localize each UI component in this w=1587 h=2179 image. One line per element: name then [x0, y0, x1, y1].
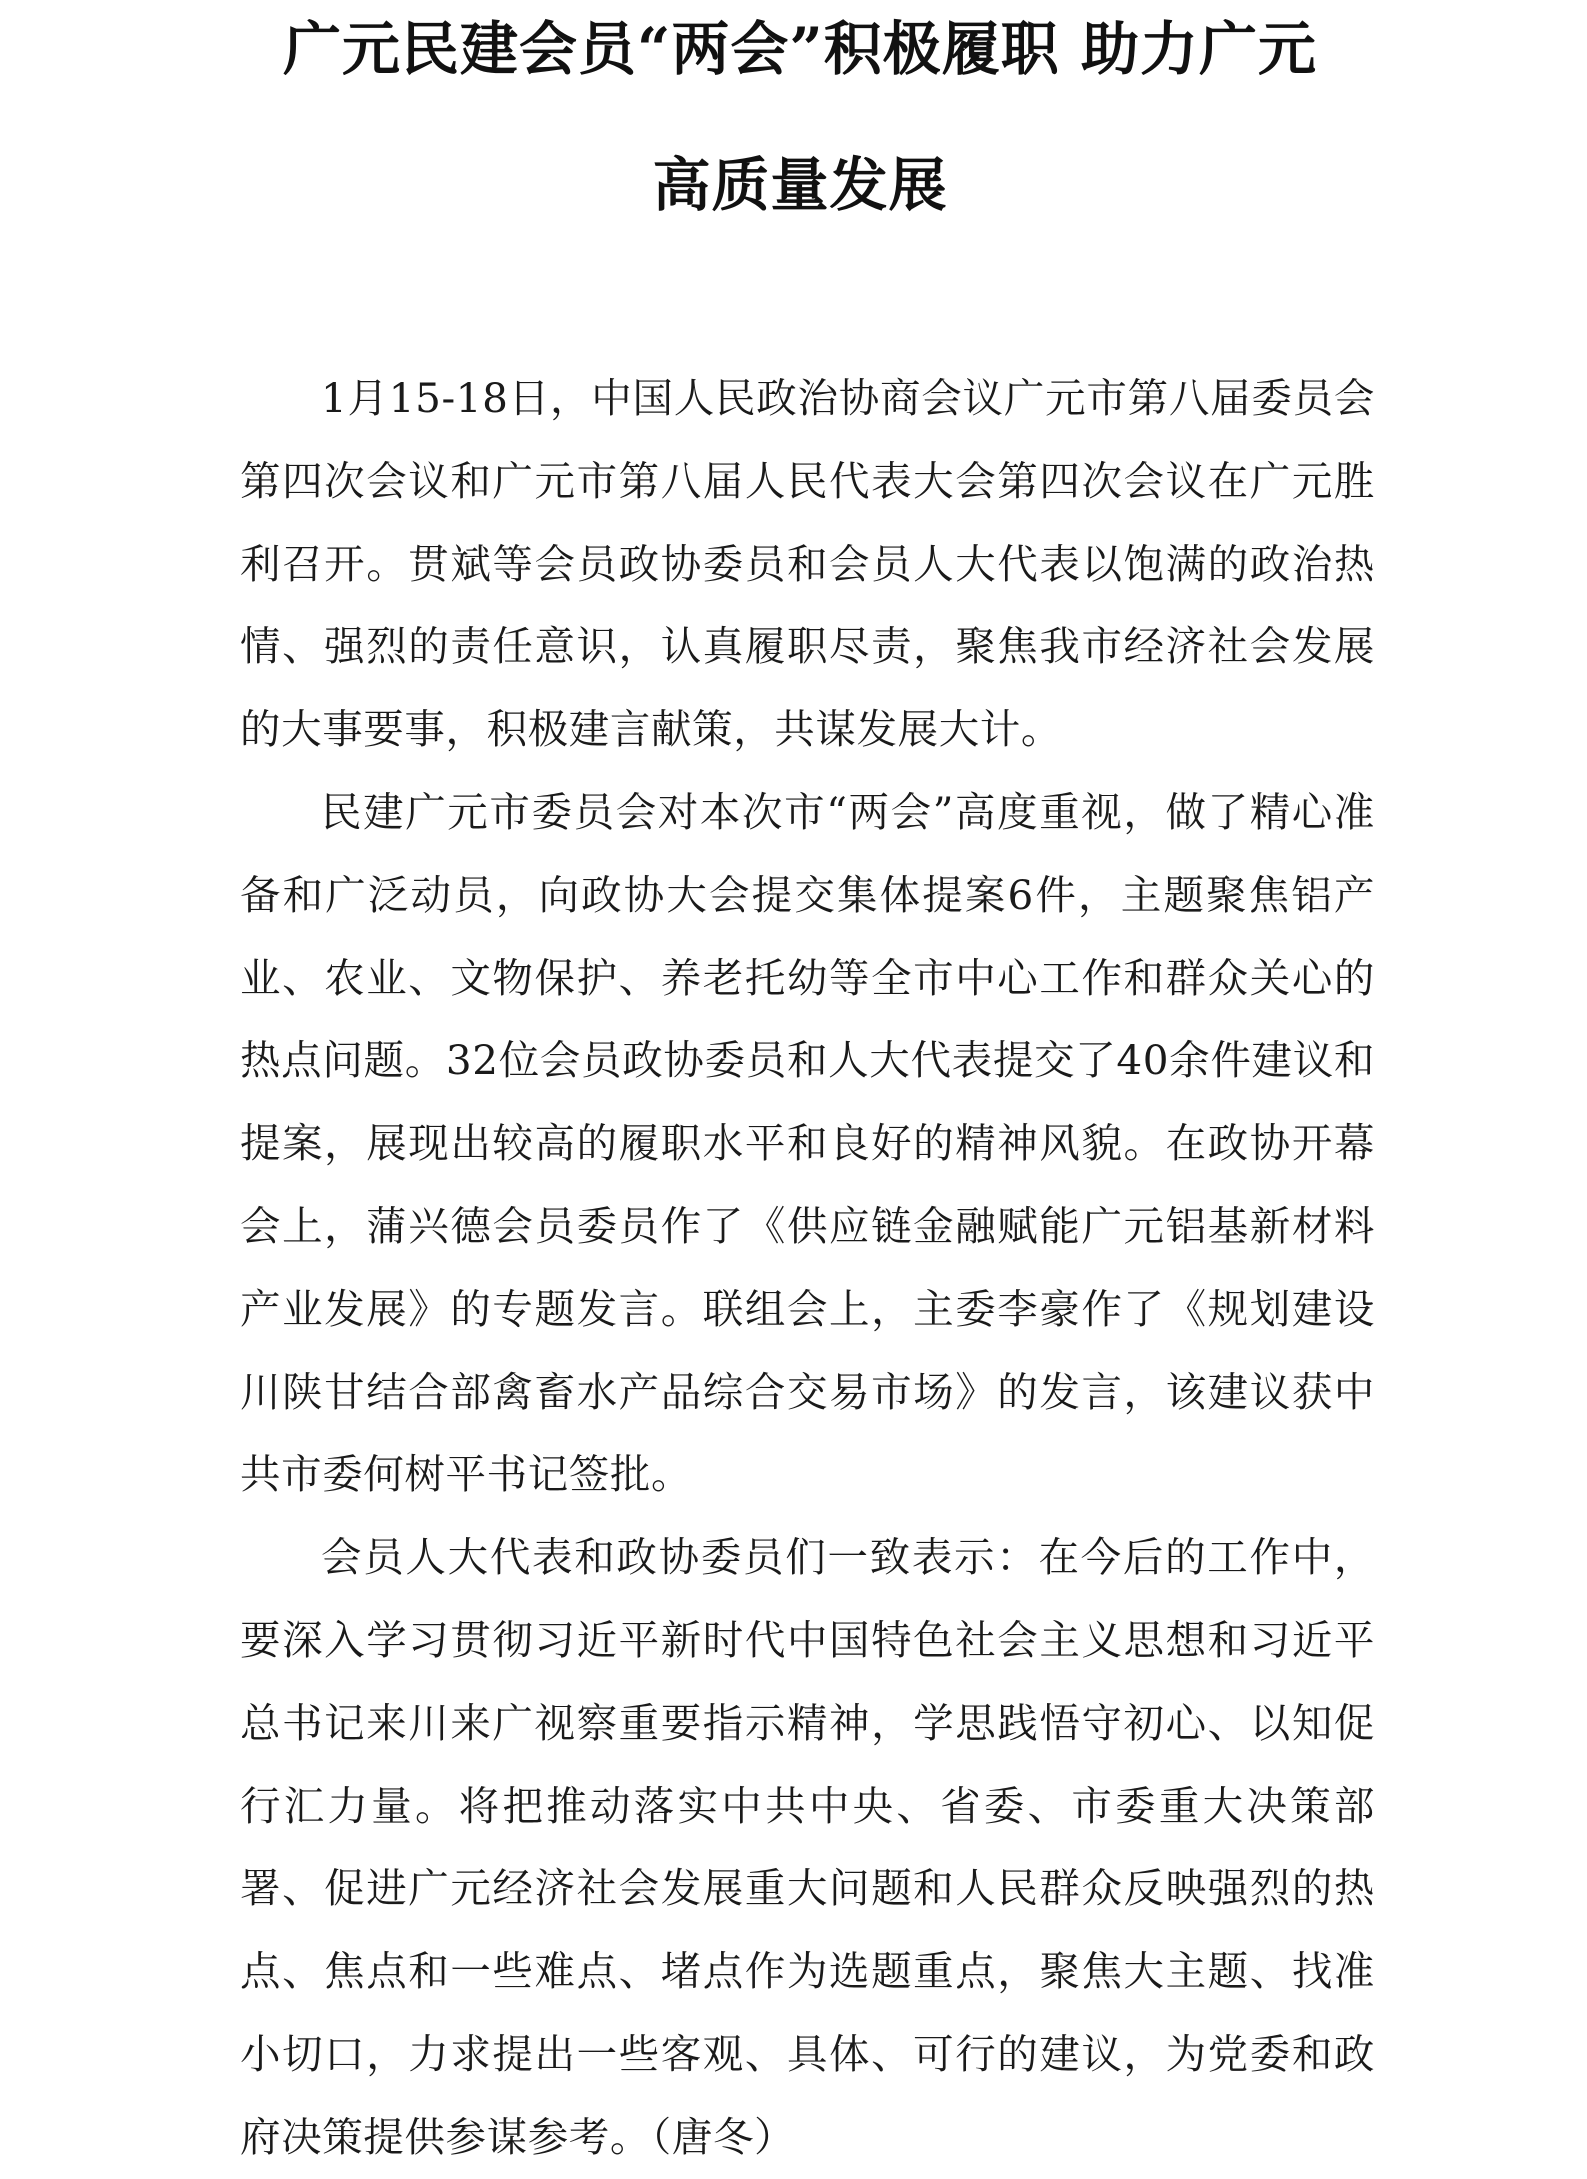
paragraph-2: 民建广元市委员会对本次市“两会”高度重视，做了精心准备和广泛动员，向政协大会提交集体提案6件，主题聚焦铝产业、农业、文物保护、养老托幼等全市中心工作和群众关心的热点问题。32位会员政协委员和人大代表提交了40余件建议和提案，展现出较高的履职水平和良好的精神风貌。在政协开幕会上，蒲兴德会员委员作了《供应链金融赋能广元铝基新材料产业发展》的专题发言。联组会上，主委李豪作了《规划建设川陕甘结合部禽畜水产品综合交易市场》的发言，该建议获中共市委何树平书记签批。: [240, 787, 1375, 1499]
paragraph-3: 会员人大代表和政协委员们一致表示：在今后的工作中，要深入学习贯彻习近平新时代中国特色社会主义思想和习近平总书记来川来广视察重要指示精神，学思践悟守初心、以知促行汇力量。将把推动落实中共中央、省委、市委重大决策部署、促进广元经济社会发展重大问题和人民群众反映强烈的热点、焦点和一些难点、堵点作为选题重点，聚焦大主题、找准小切口，力求提出一些客观、具体、可行的建议，为党委和政府决策提供参谋参考。（唐冬）: [240, 1533, 1375, 2161]
paragraph-1: 1月15-18日，中国人民政治协商会议广元市第八届委员会第四次会议和广元市第八届人民代表大会第四次会议在广元胜利召开。贯斌等会员政协委员和会员人大代表以饱满的政治热情、强烈的责任意识，认真履职尽责，聚焦我市经济社会发展的大事要事，积极建言献策，共谋发展大计。: [240, 374, 1375, 754]
title-line-2: 高质量发展: [652, 151, 948, 219]
document-title: [220, 0, 1380, 219]
title-line-1: 广元民建会员“两会”积极履职 助力广元: [283, 15, 1317, 83]
document-body: [240, 357, 1375, 2179]
